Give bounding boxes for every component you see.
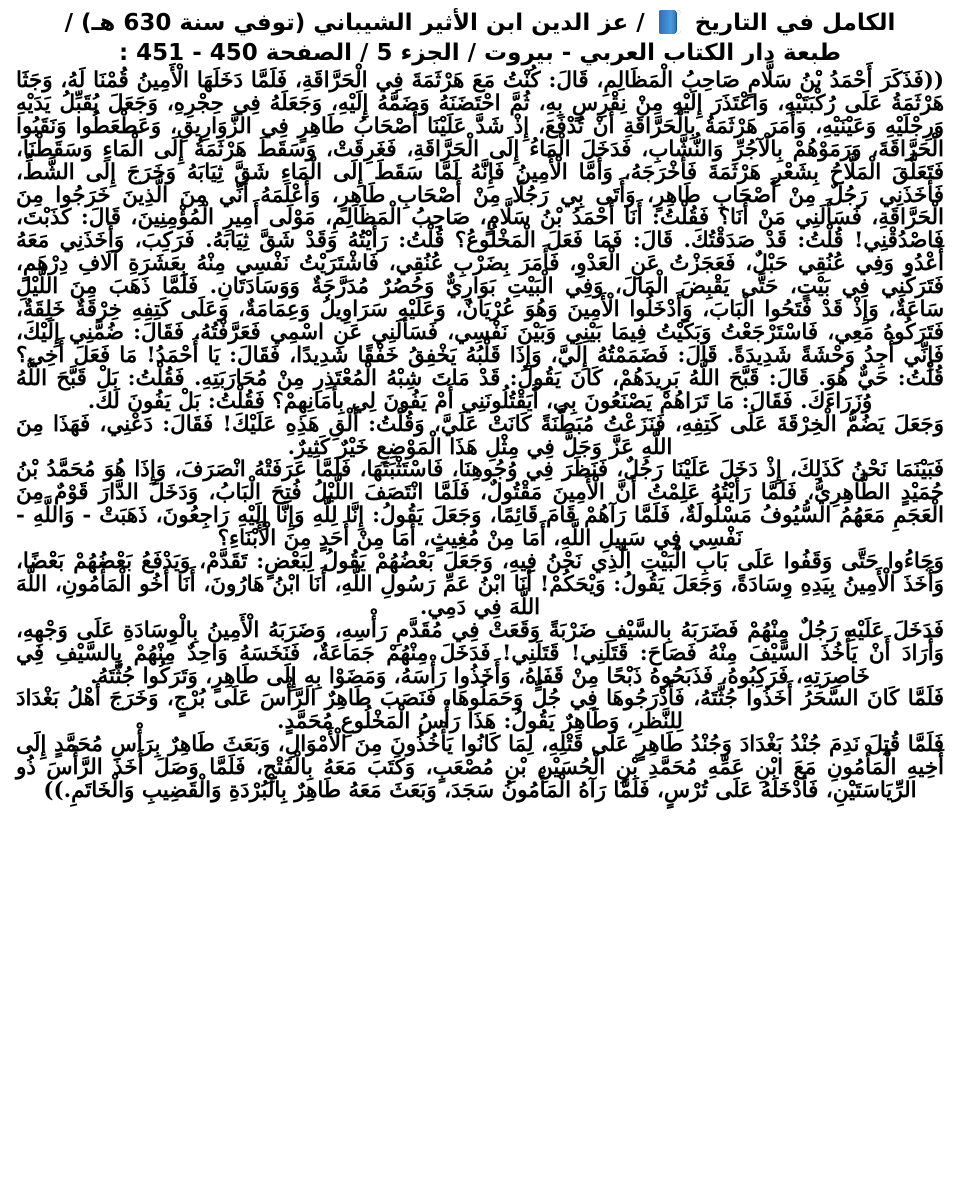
paragraph: فَبَيْنَمَا نَحْنُ كَذَلِكَ، إِذْ دَخَلَ عَلَيْنَا رَجُلٌ، فَنَظَرَ فِي وُجُوهِنَا، فَاسْتَثْبَتَهَا، فَلَمَّا عَرَفَتْهُ انْصَرَفَ، وَإِذَا هُوَ مُحَمَّدُ بْنُ حُمَيْدٍ الطَّاهِرِيُّ، فَلَمَّا رَأَيْتُهُ عَلِمْتُ أَنَّ الْأَمِينَ مَقْتُولٌ، فَلَمَّا انْتَصَفَ اللَّيْلُ فُتِحَ الْبَابُ، وَدَخَلَ الدَّارَ قَوْمٌ مِنَ الْعَجَمِ مَعَهُمُ السُّيُوفُ مَسْلُولَةٌ، فَلَمَّا رَآهُمْ قَامَ قَائِمًا، وَجَعَلَ يَقُولُ: إِنَّا لِلَّهِ وَإِنَّا إِلَيْهِ رَاجِعُونَ، ذَهَبَتْ - وَاللَّهِ - نَفْسِي فِي سَبِيلِ اللَّهِ، أَمَا مِنْ مُغِيثٍ، أَمَا مِنْ أَحَدٍ مِنَ الْأَبْنَاءِ؟ xyxy=(16,457,944,552)
paragraph: ((فَذَكَرَ أَحْمَدُ بْنُ سَلَّامٍ صَاحِبُ الْمَظَالِمِ، قَالَ: كُنْتُ مَعَ هَرْثَمَةَ فِي الْحَرَّاقَةِ، فَلَمَّا دَخَلَهَا الْأَمِينُ قُمْنَا لَهُ، وَجَثَا هَرْثَمَةُ عَلَى رُكْبَتَيْهِ، وَاعْتَذَرَ إِلَيْهِ مِنْ نِقْرِسٍ بِهِ، ثُمَّ احْتَضَنَهُ وَضَمَّهُ إِلَيْهِ، وَجَعَلَهُ فِي حِجْرِهِ، وَجَعَلَ يُقَبِّلُ يَدَيْهِ وَرِجْلَيْهِ وَعَيْنَيْهِ، وَأَمَرَ هَرْثَمَةُ بِالْحَرَّاقَةِ أَنْ تُدْفَعَ، إِذْ شَدَّ عَلَيْنَا أَصْحَابُ طَاهِرٍ فِي الزَّوَارِيقِ، وَعَطْعَطُوا وَنَقَبُوا الْحَرَّاقَةَ، وَرَمَوْهُمْ بِالْآجُرِّ وَالنُّشَّابِ، فَدَخَلَ الْمَاءُ إِلَى الْحَرَّاقَةِ، فَغَرِقَتْ، وَسَقَطَ هَرْثَمَةُ إِلَى الْمَاءِ وَسَقَطْنَا، فَتَعَلَّقَ الْمَلَّاحُ بِشَعْرِ هَرْثَمَةَ فَأَخْرَجَهُ، وَأَمَّا الْأَمِينُ فَإِنَّهُ لَمَّا سَقَطَ إِلَى الْمَاءِ شَقَّ ثِيَابَهُ وَخَرَجَ إِلَى الشَّطِّ، فَأَخَذَنِي رَجُلٌ مِنْ أَصْحَابِ طَاهِرٍ، وَأَتَى بِي رَجُلًا مِنْ أَصْحَابِ طَاهِرٍ، وَأَعْلَمَهُ أَنِّي مِنَ الَّذِينَ خَرَجُوا مِنَ الْحَرَّاقَةِ، فَسَأَلَنِي مَنْ أَنَا؟ فَقُلْتُ: أَنَا أَحْمَدُ بْنُ سَلَّامٍ، صَاحِبُ الْمَظَالِمِ، مَوْلَى أَمِيرِ الْمُؤْمِنِينَ، قَالَ: كَذَبْتَ، فَاصْدُقْنِي! قُلْتُ: قَدْ صَدَقْتُكَ. قَالَ: فَمَا فَعَلَ الْمَخْلُوعُ؟ قُلْتُ: رَأَيْتُهُ وَقَدْ شَقَّ ثِيَابَهُ. فَرَكِبَ، وَأَخَذَنِي مَعَهُ أَعْدُو وَفِي عُنُقِي حَبْلٌ، فَعَجَزْتُ عَنِ الْعَدْوِ، فَأَمَرَ بِضَرْبِ عُنُقِي، فَاشْتَرَيْتُ نَفْسِي مِنْهُ بِعَشَرَةِ آلَافِ دِرْهَمٍ، فَتَرَكَنِي فِي بَيْتٍ، حَتَّى يَقْبِضَ الْمَالَ، وَفِي الْبَيْتِ بَوَارِيٌّ وَحُصُرٌ مُدَرَّجَةٌ وَوَسَادَتَانِ. فَلَمَّا ذَهَبَ مِنَ اللَّيْلِ سَاعَةٌ، وَإِذْ قَدْ فَتَحُوا الْبَابَ، وَأَدْخَلُوا الْأَمِينَ وَهُوَ عُرْيَانٌ، وَعَلَيْهِ سَرَاوِيلُ وَعِمَامَةٌ، وَعَلَى كَتِفِهِ خِرْقَةٌ خَلِقَةٌ، فَتَرَكُوهُ مَعِي، فَاسْتَرْجَعْتُ وَبَكَيْتُ فِيمَا بَيْنِي وَبَيْنَ نَفْسِي، فَسَأَلَنِي عَنِ اسْمِي فَعَرَّفْتُهُ، فَقَالَ: ضُمَّنِي إِلَيْكَ، فَإِنِّي أَجِدُ وَحْشَةً شَدِيدَةً. قَالَ: فَضَمَمْتُهُ إِلَيَّ، وَإِذَا قَلْبُهُ يَخْفِقُ خَفْقًا شَدِيدًا، فَقَالَ: يَا أَحْمَدُ! مَا فَعَلَ أَخِي؟ قُلْتُ: حَيٌّ هُوَ. قَالَ: قَبَّحَ اللَّهُ بَرِيدَهُمْ، كَانَ يَقُولُ: قَدْ مَاتَ شِبْهُ الْمُعْتَذِرِ مِنْ مُحَارَبَتِهِ. فَقُلْتُ: بَلْ قَبَّحَ اللَّهُ وُزَرَاءَكَ. فَقَالَ: مَا تَرَاهُمْ يَصْنَعُونَ بِي، أَيَقْتُلُونَنِي أَمْ يَفُونَ لِي بِأَمَانِهِمْ؟ فَقُلْتُ: بَلْ يَفُونَ لَكَ. xyxy=(16,68,944,414)
author-info: / عز الدين ابن الأثير الشيباني (توفي سنة 630 هـ) / xyxy=(64,10,645,36)
paragraph: وَجَعَلَ يَضُمُّ الْخِرْقَةَ عَلَى كَتِفِهِ، فَنَزَعْتُ مُبَطَّنَةً كَانَتْ عَلَيَّ، وَقُلْتُ: أَلْقِ هَذِهِ عَلَيْكَ! فَقَالَ: دَعْنِي، فَهَذَا مِنَ اللَّهِ عَزَّ وَجَلَّ فِي مِثْلِ هَذَا الْمَوْضِعِ خَيْرٌ كَثِيرٌ. xyxy=(16,411,944,460)
document-header xyxy=(16,8,944,68)
edition-info: طبعة دار الكتاب العربي - بيروت / الجزء 5 / الصفحة 450 - 451 : xyxy=(118,40,842,66)
quoted-text xyxy=(16,70,944,803)
paragraph: وَجَاءُوا حَتَّى وَقَفُوا عَلَى بَابِ الْبَيْتِ الَّذِي نَحْنُ فِيهِ، وَجَعَلَ بَعْضُهُمْ يَقُولُ لِبَعْضٍ: تَقَدَّمْ، وَيَدْفَعُ بَعْضُهُمْ بَعْضًا، وَأَخَذَ الْأَمِينُ بِيَدِهِ وِسَادَةً، وَجَعَلَ يَقُولُ: وَيْحَكُمْ! أَنَا ابْنُ عَمِّ رَسُولِ اللَّهِ، أَنَا ابْنُ هَارُونَ، أَنَا أَخُو الْمَأْمُونِ، اللَّهَ اللَّهَ فِي دَمِي. xyxy=(16,549,944,620)
header-line-1 xyxy=(16,8,944,38)
book-title: الكامل في التاريخ xyxy=(694,10,896,36)
book-icon xyxy=(659,10,681,34)
paragraph: فَدَخَلَ عَلَيْهِ رَجُلٌ مِنْهُمْ فَضَرَبَهُ بِالسَّيْفِ ضَرْبَةً وَقَعَتْ فِي مُقَدَّمِ رَأْسِهِ، وَضَرَبَهُ الْأَمِينُ بِالْوِسَادَةِ عَلَى وَجْهِهِ، وَأَرَادَ أَنْ يَأْخُذَ السَّيْفَ مِنْهُ فَصَاحَ: قَتَلَنِي! قَتَلَنِي! فَدَخَلَ مِنْهُمْ جَمَاعَةٌ، فَنَخَسَهُ وَاحِدٌ مِنْهُمْ بِالسَّيْفِ فِي خَاصِرَتِهِ، فَرَكِبُوهُ، فَذَبَحُوهُ ذَبْحًا مِنْ قَفَاهُ، وَأَخَذُوا رَأْسَهُ، وَمَضَوْا بِهِ إِلَى طَاهِرٍ، وَتَرَكُوا جُثَّتَهُ. xyxy=(16,617,944,689)
paragraph: فَلَمَّا قُتِلَ نَدِمَ جُنْدُ بَغْدَادَ وَجُنْدُ طَاهِرٍ عَلَى قَتْلِهِ، لِمَا كَانُوا يَأْخُذُونَ مِنَ الْأَمْوَالِ، وَبَعَثَ طَاهِرٌ بِرَأْسِ مُحَمَّدٍ إِلَى أَخِيهِ الْمَأْمُونِ مَعَ ابْنِ عَمِّهِ مُحَمَّدِ بْنِ الْحُسَيْنِ بْنِ مُصْعَبٍ، وَكَتَبَ مَعَهُ بِالْفَتْحِ، فَلَمَّا وَصَلَ أَخَذَ الرَّأْسَ ذُو الرِّيَاسَتَيْنِ، فَأَدْخَلَهُ عَلَى تُرْسٍ، فَلَمَّا رَآهُ الْمَأْمُونُ سَجَدَ، وَبَعَثَ مَعَهُ طَاهِرٌ بِالْبُرْدَةِ وَالْقَضِيبِ وَالْخَاتَمِ.)) xyxy=(16,732,944,804)
paragraph: فَلَمَّا كَانَ السَّحَرُ أَخَذُوا جُثَّتَهُ، فَأَدْرَجُوهَا فِي جُلٍّ وَحَمَلُوهَا، فَنَصَبَ طَاهِرٌ الرَّأْسَ عَلَى بُرْجٍ، وَخَرَجَ أَهْلُ بَغْدَادَ لِلنَّظَرِ، وَطَاهِرٌ يَقُولُ: هَذَا رَأْسُ الْمَخْلُوعِ مُحَمَّدٍ. xyxy=(16,686,944,735)
